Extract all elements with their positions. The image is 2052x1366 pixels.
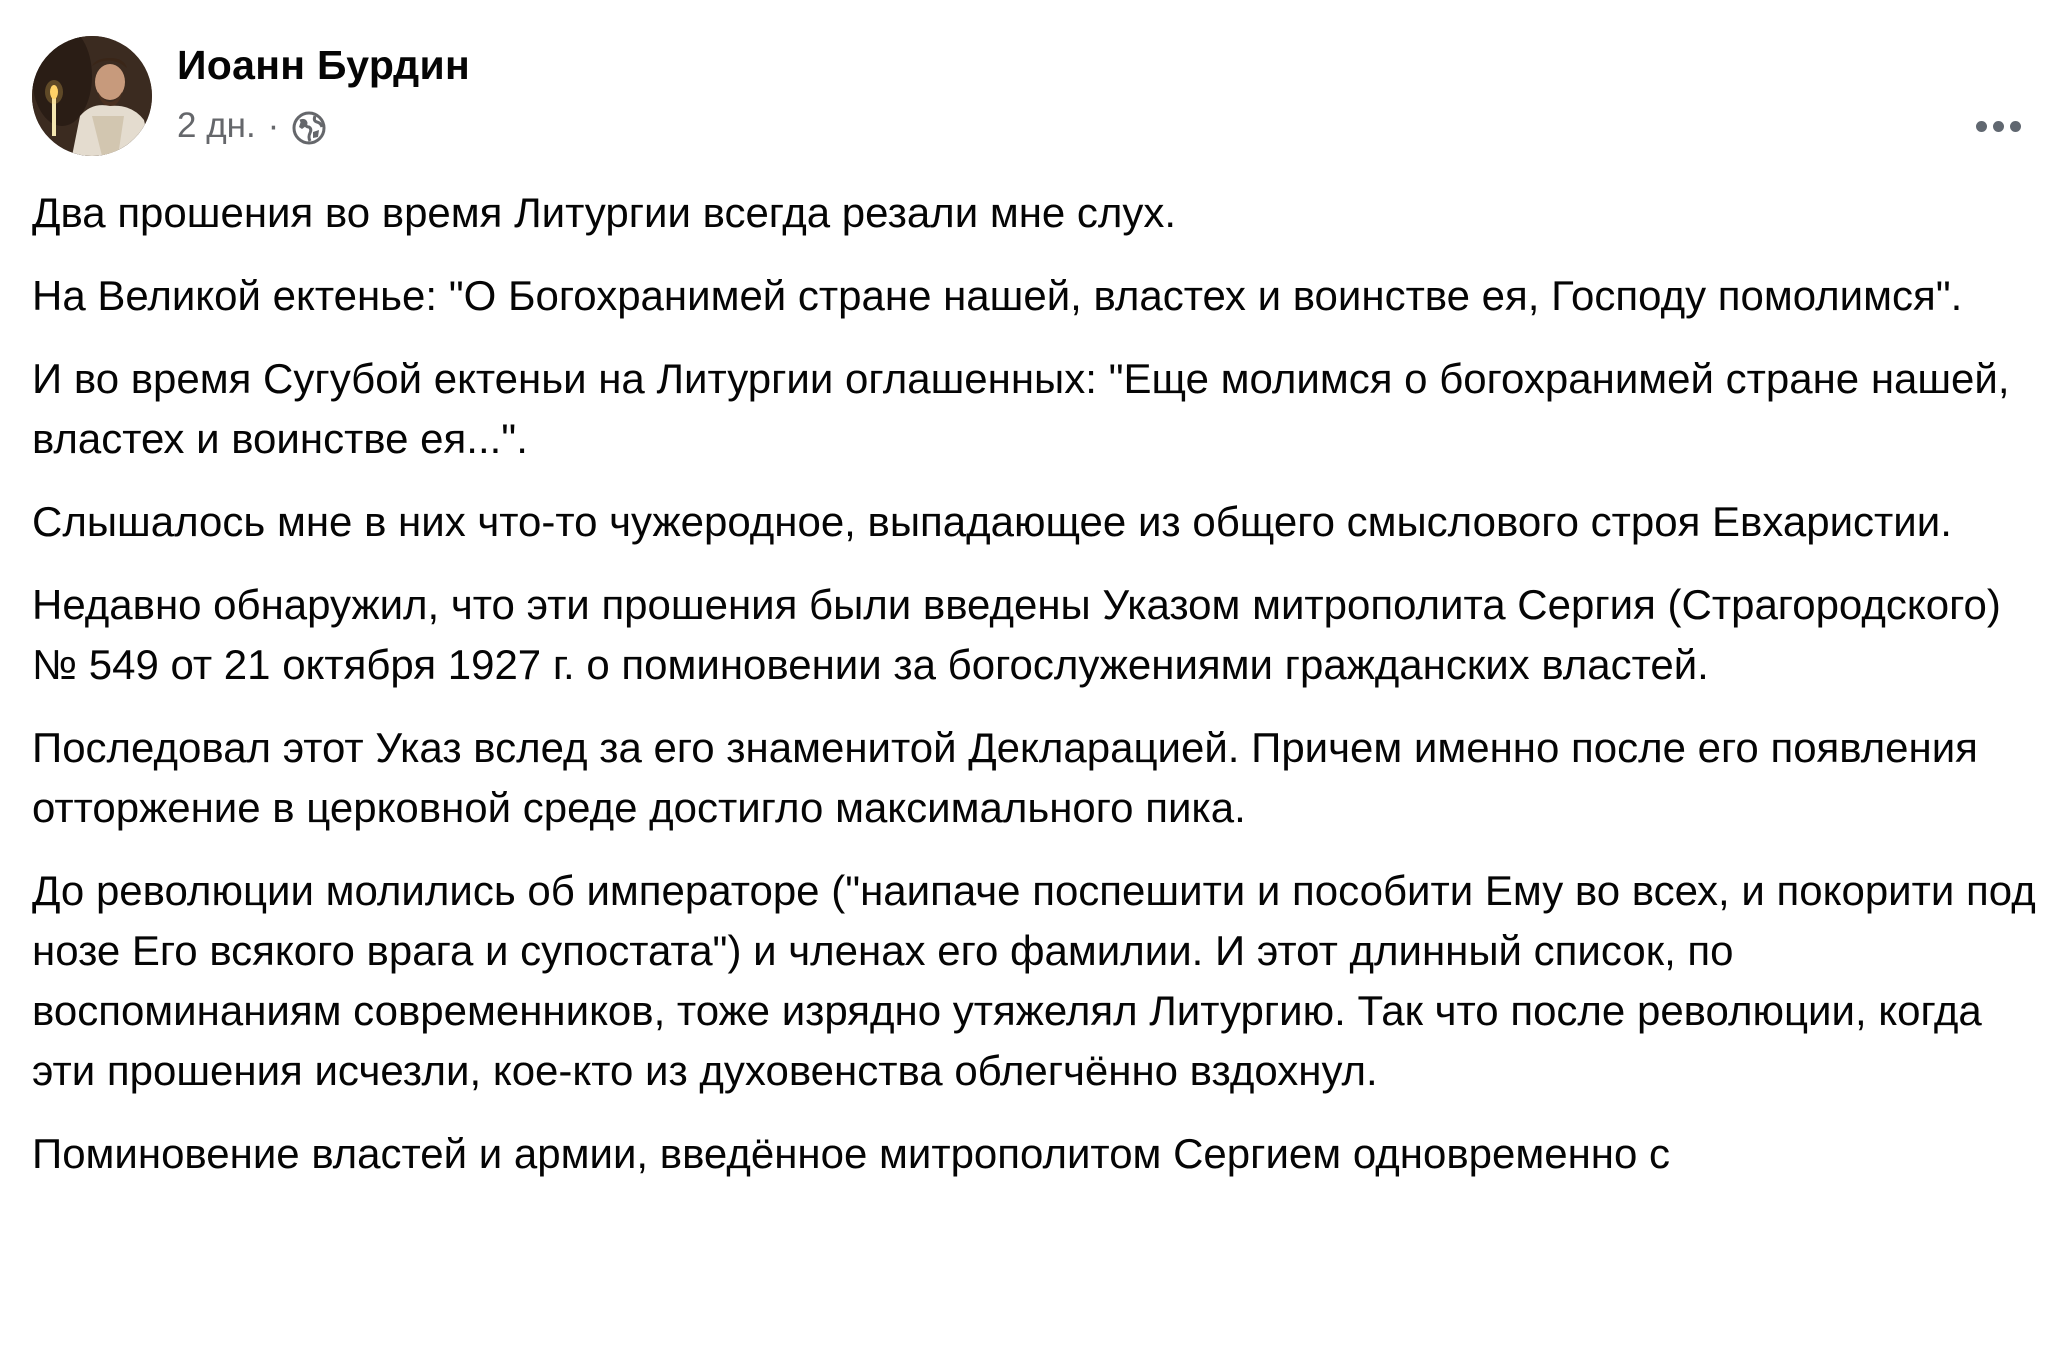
post-body: [32, 183, 2042, 1207]
post-header: [32, 36, 2052, 166]
post-paragraph: До революции молились об императоре ("наипаче поспешити и пособити Ему во всех, и покорити под нозе Его всякого врага и супостата") и членах его фамилии. И этот длинный список, по воспоминаниям современников, тоже изрядно утяжелял Литургию. Так что после революции, когда эти прошения исчезли, кое-кто из духовенства облегчённо вздохнул.: [32, 867, 2036, 1094]
meta-separator: ·: [267, 106, 280, 145]
more-options-button[interactable]: [1968, 106, 2028, 146]
more-options-icon-dot: [2010, 121, 2021, 132]
author-name[interactable]: Иоанн Бурдин: [177, 42, 471, 88]
avatar[interactable]: [32, 36, 152, 156]
globe-icon[interactable]: [291, 110, 327, 146]
more-options-icon: [1976, 121, 1987, 132]
post-time[interactable]: 2 дн.: [177, 106, 256, 145]
post-paragraph: Поминовение властей и армии, введённое митрополитом Сергием одновременно с: [32, 1130, 1670, 1177]
avatar-image: [32, 36, 152, 156]
post-paragraph: На Великой ектенье: "О Богохранимей стране нашей, властех и воинстве ея, Господу помолимся".: [32, 272, 1963, 319]
more-options-icon-dot: [1993, 121, 2004, 132]
post-paragraph: И во время Сугубой ектеньи на Литургии оглашенных: "Еще молимся о богохранимей стране нашей, властех и воинстве ея...".: [32, 355, 2010, 462]
post-paragraph: Слышалось мне в них что-то чужеродное, выпадающее из общего смыслового строя Евхаристии.: [32, 498, 1952, 545]
post-paragraph: Последовал этот Указ вслед за его знаменитой Декларацией. Причем именно после его появления отторжение в церковной среде достигло максимального пика.: [32, 724, 1978, 831]
post-paragraph: Два прошения во время Литургии всегда резали мне слух.: [32, 189, 1177, 236]
post-meta: [177, 106, 327, 146]
post-paragraph: Недавно обнаружил, что эти прошения были введены Указом митрополита Сергия (Страгородского) № 549 от 21 октября 1927 г. о поминовении за богослужениями гражданских властей.: [32, 581, 2001, 688]
